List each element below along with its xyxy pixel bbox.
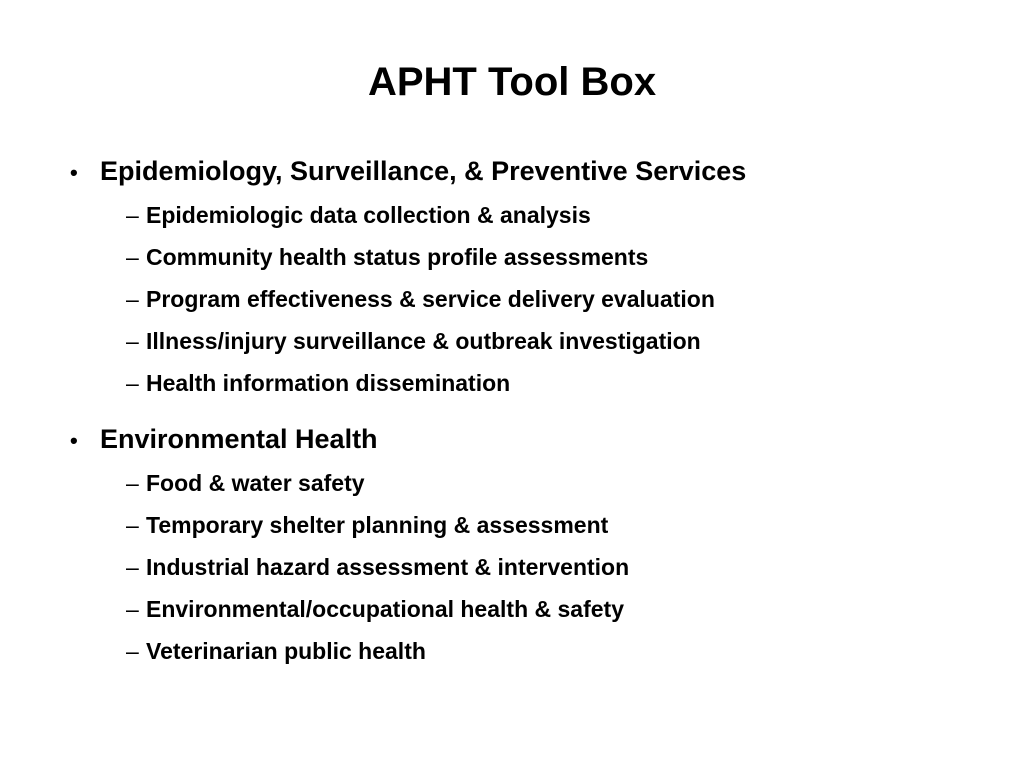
dash-icon: – [126, 202, 139, 228]
list-item [126, 236, 962, 278]
list-item-text: Environmental/occupational health & safety [146, 596, 624, 622]
section-heading-text: Epidemiology, Surveillance, & Preventive Services [100, 156, 747, 186]
slide-title: APHT Tool Box [367, 60, 657, 104]
list-item [126, 462, 962, 504]
list-item [126, 546, 962, 588]
bullet-icon: • [70, 428, 78, 453]
list-item-text: Veterinarian public health [146, 638, 426, 664]
section-epidemiology [62, 150, 962, 404]
dash-icon: – [126, 638, 139, 664]
list-item-text: Temporary shelter planning & assessment [146, 512, 609, 538]
list-item [126, 278, 962, 320]
list-item [126, 504, 962, 546]
list-item-text: Community health status profile assessments [146, 244, 649, 270]
list-item-text: Program effectiveness & service delivery evaluation [146, 286, 715, 312]
dash-icon: – [126, 286, 139, 312]
sub-list-container [62, 194, 962, 404]
section-heading-text: Environmental Health [100, 424, 378, 454]
list-item [126, 320, 962, 362]
dash-icon: – [126, 470, 139, 496]
dash-icon: – [126, 512, 139, 538]
list-item-text: Epidemiologic data collection & analysis [146, 202, 591, 228]
list-item [126, 630, 962, 672]
sub-list [62, 194, 962, 404]
list-item-text: Industrial hazard assessment & intervention [146, 554, 630, 580]
section-heading [62, 150, 962, 194]
dash-icon: – [126, 554, 139, 580]
sub-list [62, 462, 962, 672]
sub-list-container [62, 462, 962, 672]
list-item-text: Food & water safety [146, 470, 365, 496]
list-item-text: Health information dissemination [146, 370, 511, 396]
list-item [126, 194, 962, 236]
bullet-icon: • [70, 160, 78, 185]
section-heading [62, 418, 962, 462]
slide-content [62, 150, 962, 686]
list-item [126, 362, 962, 404]
dash-icon: – [126, 328, 139, 354]
dash-icon: – [126, 596, 139, 622]
dash-icon: – [126, 370, 139, 396]
list-item-text: Illness/injury surveillance & outbreak investigation [146, 328, 701, 354]
dash-icon: – [126, 244, 139, 270]
list-item [126, 588, 962, 630]
section-environmental-health [62, 418, 962, 672]
